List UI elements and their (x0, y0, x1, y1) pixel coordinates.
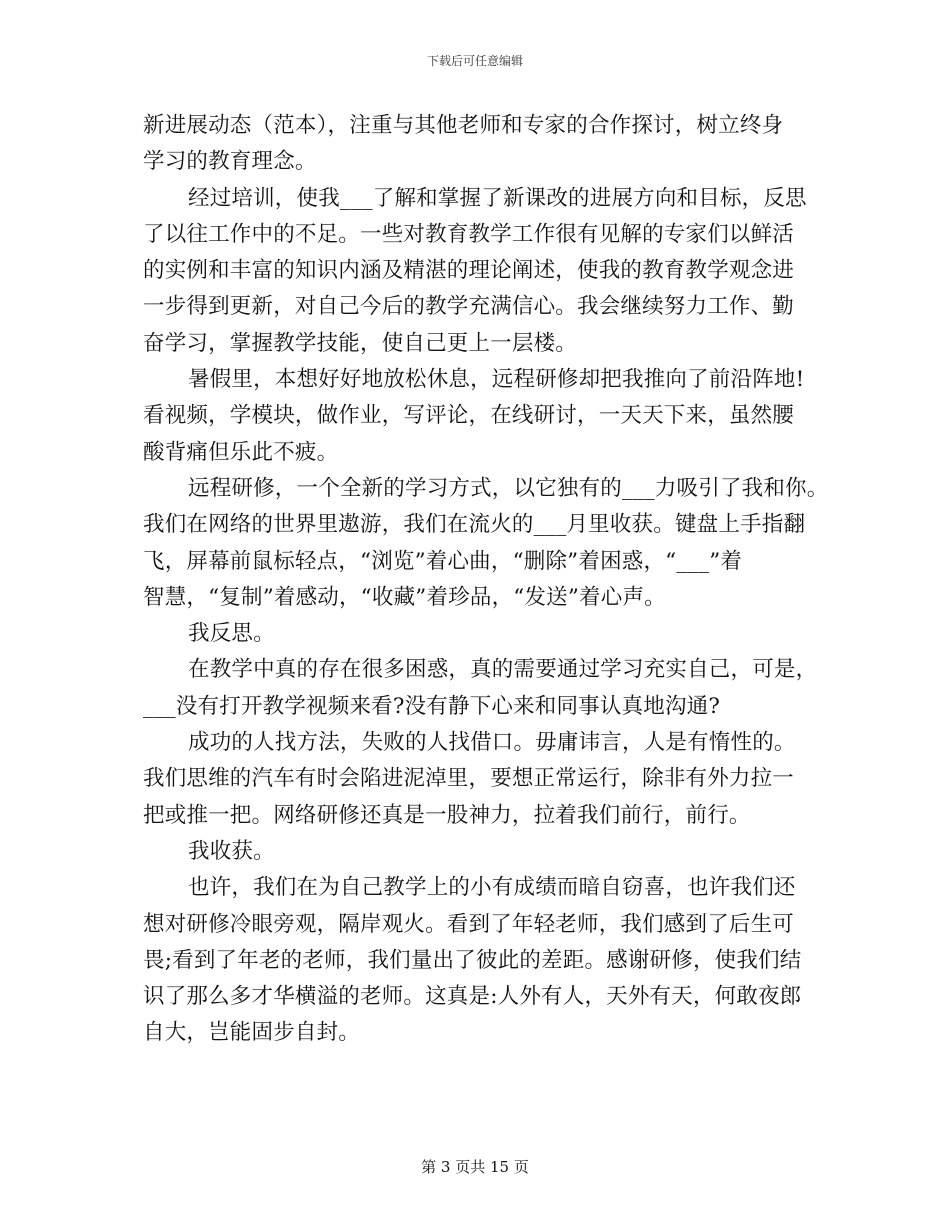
text-line: 我收获。 (188, 838, 275, 864)
text-line: ___没有打开教学视频来看?没有静下心来和同事认真地沟通? (143, 693, 721, 719)
text-line: 把或推一把。网络研修还真是一股神力，拉着我们前行，前行。 (143, 802, 751, 828)
text-line: 我们思维的汽车有时会陷进泥淖里，要想正常运行，除非有外力拉一 (143, 766, 795, 792)
text-line: 新进展动态（范本），注重与其他老师和专家的合作探讨，树立终身 (143, 113, 784, 138)
text-line: 想对研修冷眼旁观，隔岸观火。看到了年轻老师，我们感到了后生可 (143, 911, 795, 937)
text-line: 畏;看到了年老的老师，我们量出了彼此的差距。感谢研修，使我们结 (143, 947, 802, 973)
text-line: 自大，岂能固步自封。 (143, 1020, 361, 1046)
text-line: 奋学习，掌握教学技能，使自己更上一层楼。 (143, 330, 578, 356)
text-line: 一步得到更新，对自己今后的教学充满信心。我会继续努力工作、勤 (143, 294, 795, 320)
text-line: 智慧，“复制”着感动，“收藏”着珍品，“发送”着心声。 (143, 584, 666, 610)
text-line: 的实例和丰富的知识内涵及精湛的理论阐述，使我的教育教学观念进 (143, 258, 795, 284)
text-line: 飞，屏幕前鼠标轻点，“浏览”着心曲，“删除”着困惑，“___”着 (143, 548, 743, 574)
text-line: 暑假里，本想好好地放松休息，远程研修却把我推向了前沿阵地! (188, 367, 805, 393)
text-line: 看视频，学模块，做作业，写评论，在线研讨，一天天下来，虽然腰 (143, 403, 795, 429)
page-footer: 第 3 页共 15 页 (421, 1158, 529, 1176)
text-line: 学习的教育理念。 (143, 149, 317, 175)
text-line: 在教学中真的存在很多困惑，真的需要通过学习充实自己，可是， (188, 657, 818, 683)
text-line: 成功的人找方法，失败的人找借口。毋庸讳言，人是有惰性的。 (188, 730, 796, 756)
document-body (143, 108, 829, 1052)
text-line: 识了那么多才华横溢的老师。这真是:人外有人，天外有天，何敢夜郎 (143, 984, 802, 1010)
text-line: 也许，我们在为自己教学上的小有成绩而暗自窃喜，也许我们还 (188, 875, 796, 901)
text-line: 远程研修，一个全新的学习方式，以它独有的___力吸引了我和你。 (188, 475, 829, 501)
page-header: 下载后可任意编辑 (426, 54, 523, 68)
text-line: 了以往工作中的不足。一些对教育教学工作很有见解的专家们以鲜活 (143, 221, 795, 247)
text-line: 酸背痛但乐此不疲。 (143, 439, 339, 465)
text-line: 我反思。 (188, 621, 275, 647)
text-line: 我们在网络的世界里遨游，我们在流火的___月里收获。键盘上手指翻 (143, 512, 806, 538)
text-line: 经过培训，使我___了解和掌握了新课改的进展方向和目标，反思 (188, 185, 807, 211)
